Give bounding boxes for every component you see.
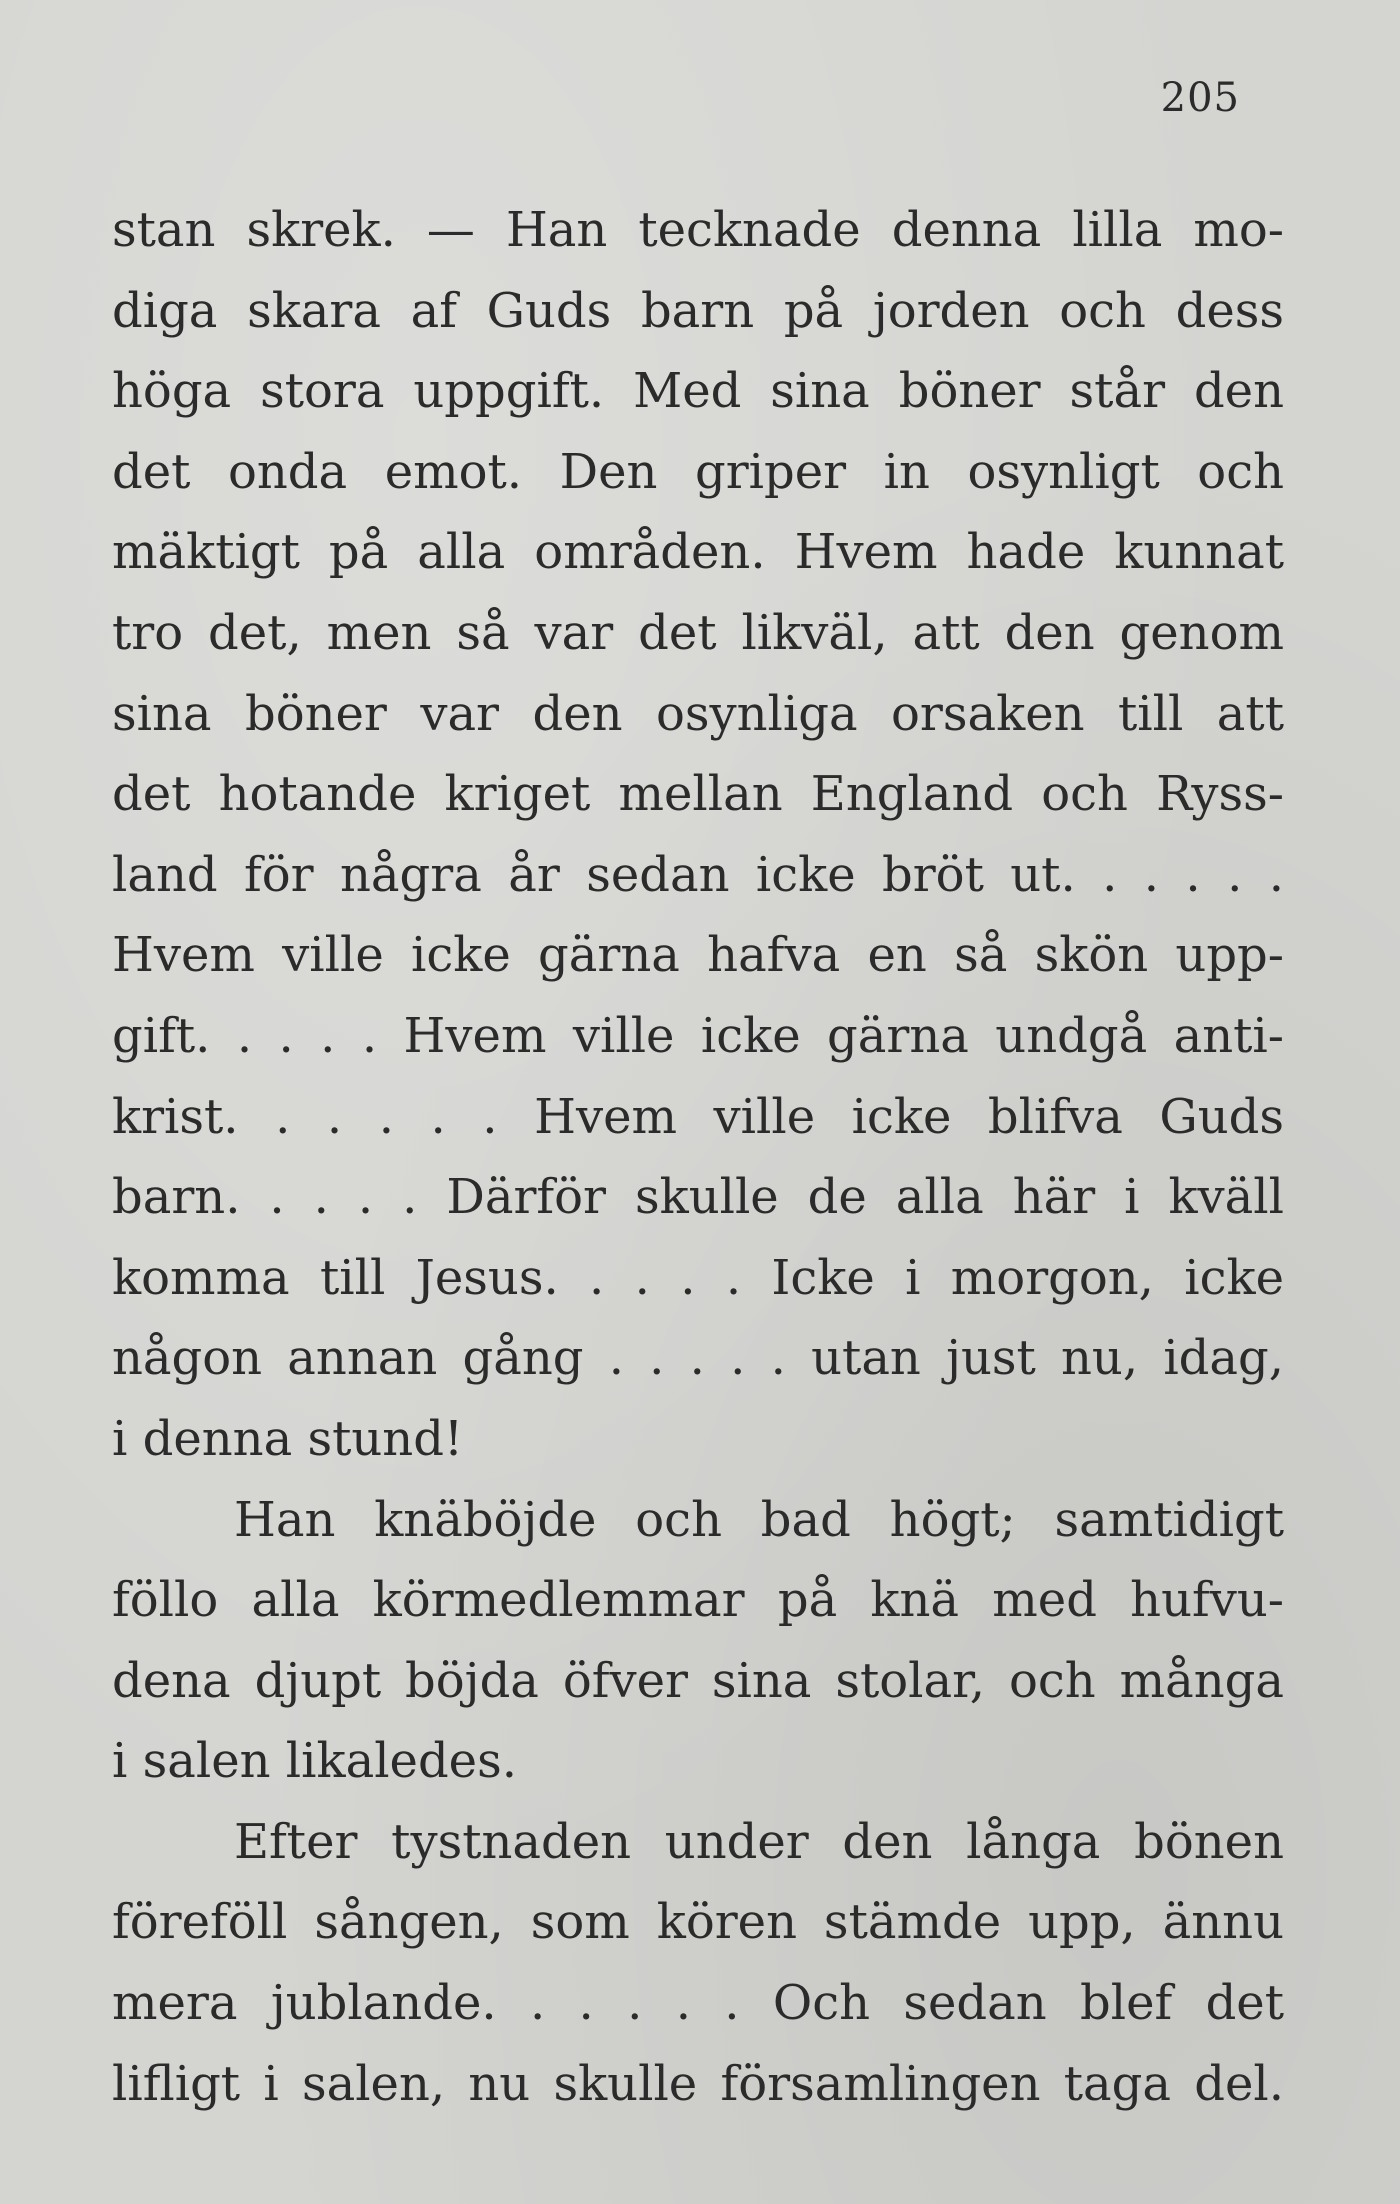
text-line: det onda emot. Den griper in osynligt och: [112, 443, 1284, 500]
text-line: i salen likaledes.: [112, 1733, 517, 1790]
text-line: lifligt i salen, nu skulle församlingen taga del.: [112, 2055, 1284, 2112]
text-line: föreföll sången, som kören stämde upp, ännu: [112, 1894, 1284, 1951]
text-line: det hotande kriget mellan England och Ryss-: [112, 766, 1284, 823]
text-line: tro det, men så var det likväl, att den genom: [112, 604, 1284, 661]
text-line: land för några år sedan icke bröt ut. . . . . .: [112, 846, 1284, 903]
text-line: mäktigt på alla områden. Hvem hade kunnat: [112, 524, 1284, 581]
page-number: 205: [1160, 75, 1240, 121]
text-line: någon annan gång . . . . . utan just nu, idag,: [112, 1330, 1284, 1387]
text-line: föllo alla körmedlemmar på knä med hufvu-: [112, 1572, 1284, 1629]
text-line: höga stora uppgift. Med sina böner står den: [112, 363, 1284, 420]
text-line: sina böner var den osynliga orsaken till att: [112, 685, 1284, 742]
text-line: krist. . . . . . Hvem ville icke blifva Guds: [112, 1088, 1284, 1145]
text-line: komma till Jesus. . . . . Icke i morgon, icke: [112, 1249, 1284, 1306]
text-line: mera jublande. . . . . . Och sedan blef det: [112, 1975, 1284, 2032]
body-text: [112, 190, 1284, 2124]
text-line: barn. . . . . Därför skulle de alla här i kväll: [112, 1169, 1284, 1226]
text-line: i denna stund!: [112, 1410, 464, 1467]
text-line: gift. . . . . Hvem ville icke gärna undgå anti-: [112, 1007, 1284, 1064]
text-line: dena djupt böjda öfver sina stolar, och många: [112, 1652, 1284, 1709]
text-line: diga skara af Guds barn på jorden och dess: [112, 282, 1284, 339]
text-line: Efter tystnaden under den långa bönen: [234, 1813, 1284, 1870]
text-line: Han knäböjde och bad högt; samtidigt: [234, 1491, 1284, 1548]
text-line: Hvem ville icke gärna hafva en så skön upp-: [112, 927, 1284, 984]
text-line: stan skrek. — Han tecknade denna lilla mo-: [112, 202, 1284, 258]
